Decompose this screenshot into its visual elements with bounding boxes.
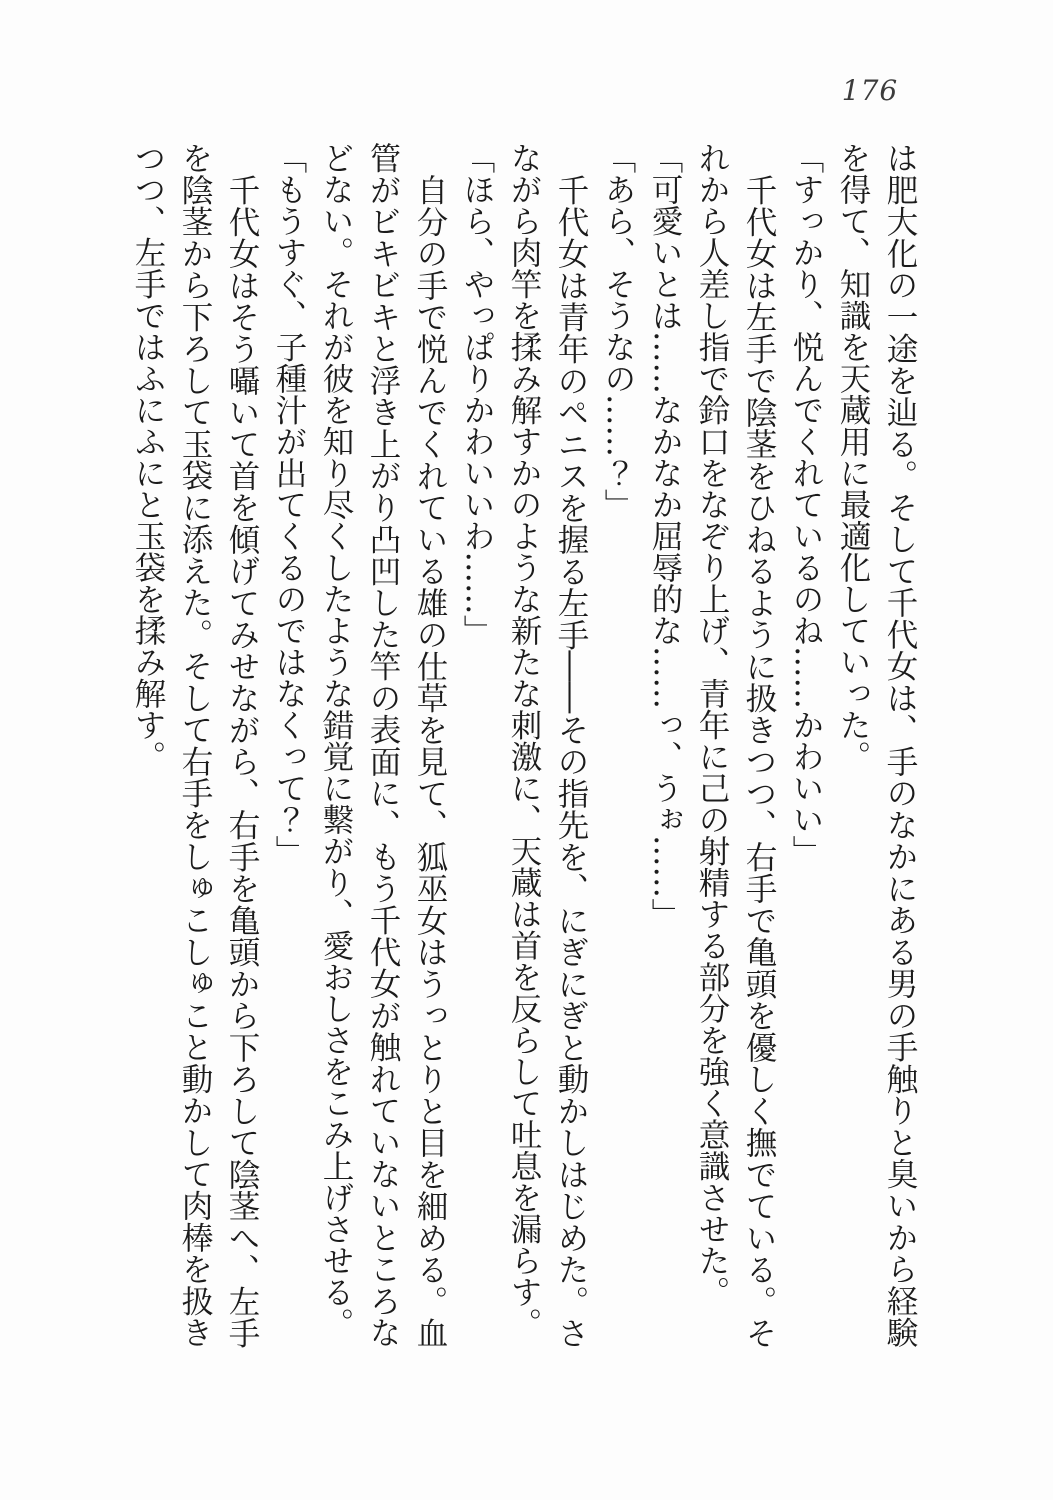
paragraph: は肥大化の一途を辿る。そして千代女は、手のなかにある男の手触りと臭いから経験を得て、知識を天蔵用に最適化していった。	[835, 142, 918, 1348]
paragraph: 「ほら、やっぱりかわいいわ……」	[459, 142, 495, 646]
paragraph: 千代女は青年のペニスを握る左手――その指先を、にぎにぎと動かしはじめた。さながら肉竿を揉み解すかのような新たな刺激に、天蔵は首を反らして吐息を漏らす。	[506, 142, 589, 1348]
paragraph: 千代女は左手で陰茎をひねるように扱きつつ、右手で亀頭を優しく撫でている。それから人差し指で鈴口をなぞり上げ、青年に己の射精する部分を強く意識させた。	[694, 142, 777, 1348]
paragraph: 「あら、そうなの……？」	[600, 142, 636, 520]
paragraph: 自分の手で悦んでくれている雄の仕草を見て、狐巫女はうっとりと目を細める。血管がビキビキと浮き上がり凸凹した竿の表面に、もう千代女が触れていないところなどない。それが彼を知り尽くしたような錯覚に繋がり、愛おしさをこみ上げさせる。	[318, 142, 448, 1348]
paragraph: 千代女はそう囁いて首を傾げてみせながら、右手を亀頭から下ろして陰茎へ、左手を陰茎から下ろして玉袋に添えた。そして右手をしゅこしゅこと動かして肉棒を扱きつつ、左手ではふにふにと玉袋を揉み解す。	[130, 142, 260, 1348]
body-text	[124, 142, 923, 1348]
page-number: 176	[841, 74, 899, 107]
paragraph: 「すっかり、悦んでくれているのね……かわいい」	[788, 142, 824, 867]
paragraph: 「もうすぐ、子種汁が出てくるのではなくって？」	[271, 142, 307, 867]
paragraph: 「可愛いとは……なかなか屈辱的な……っ、うぉ……」	[647, 142, 683, 930]
